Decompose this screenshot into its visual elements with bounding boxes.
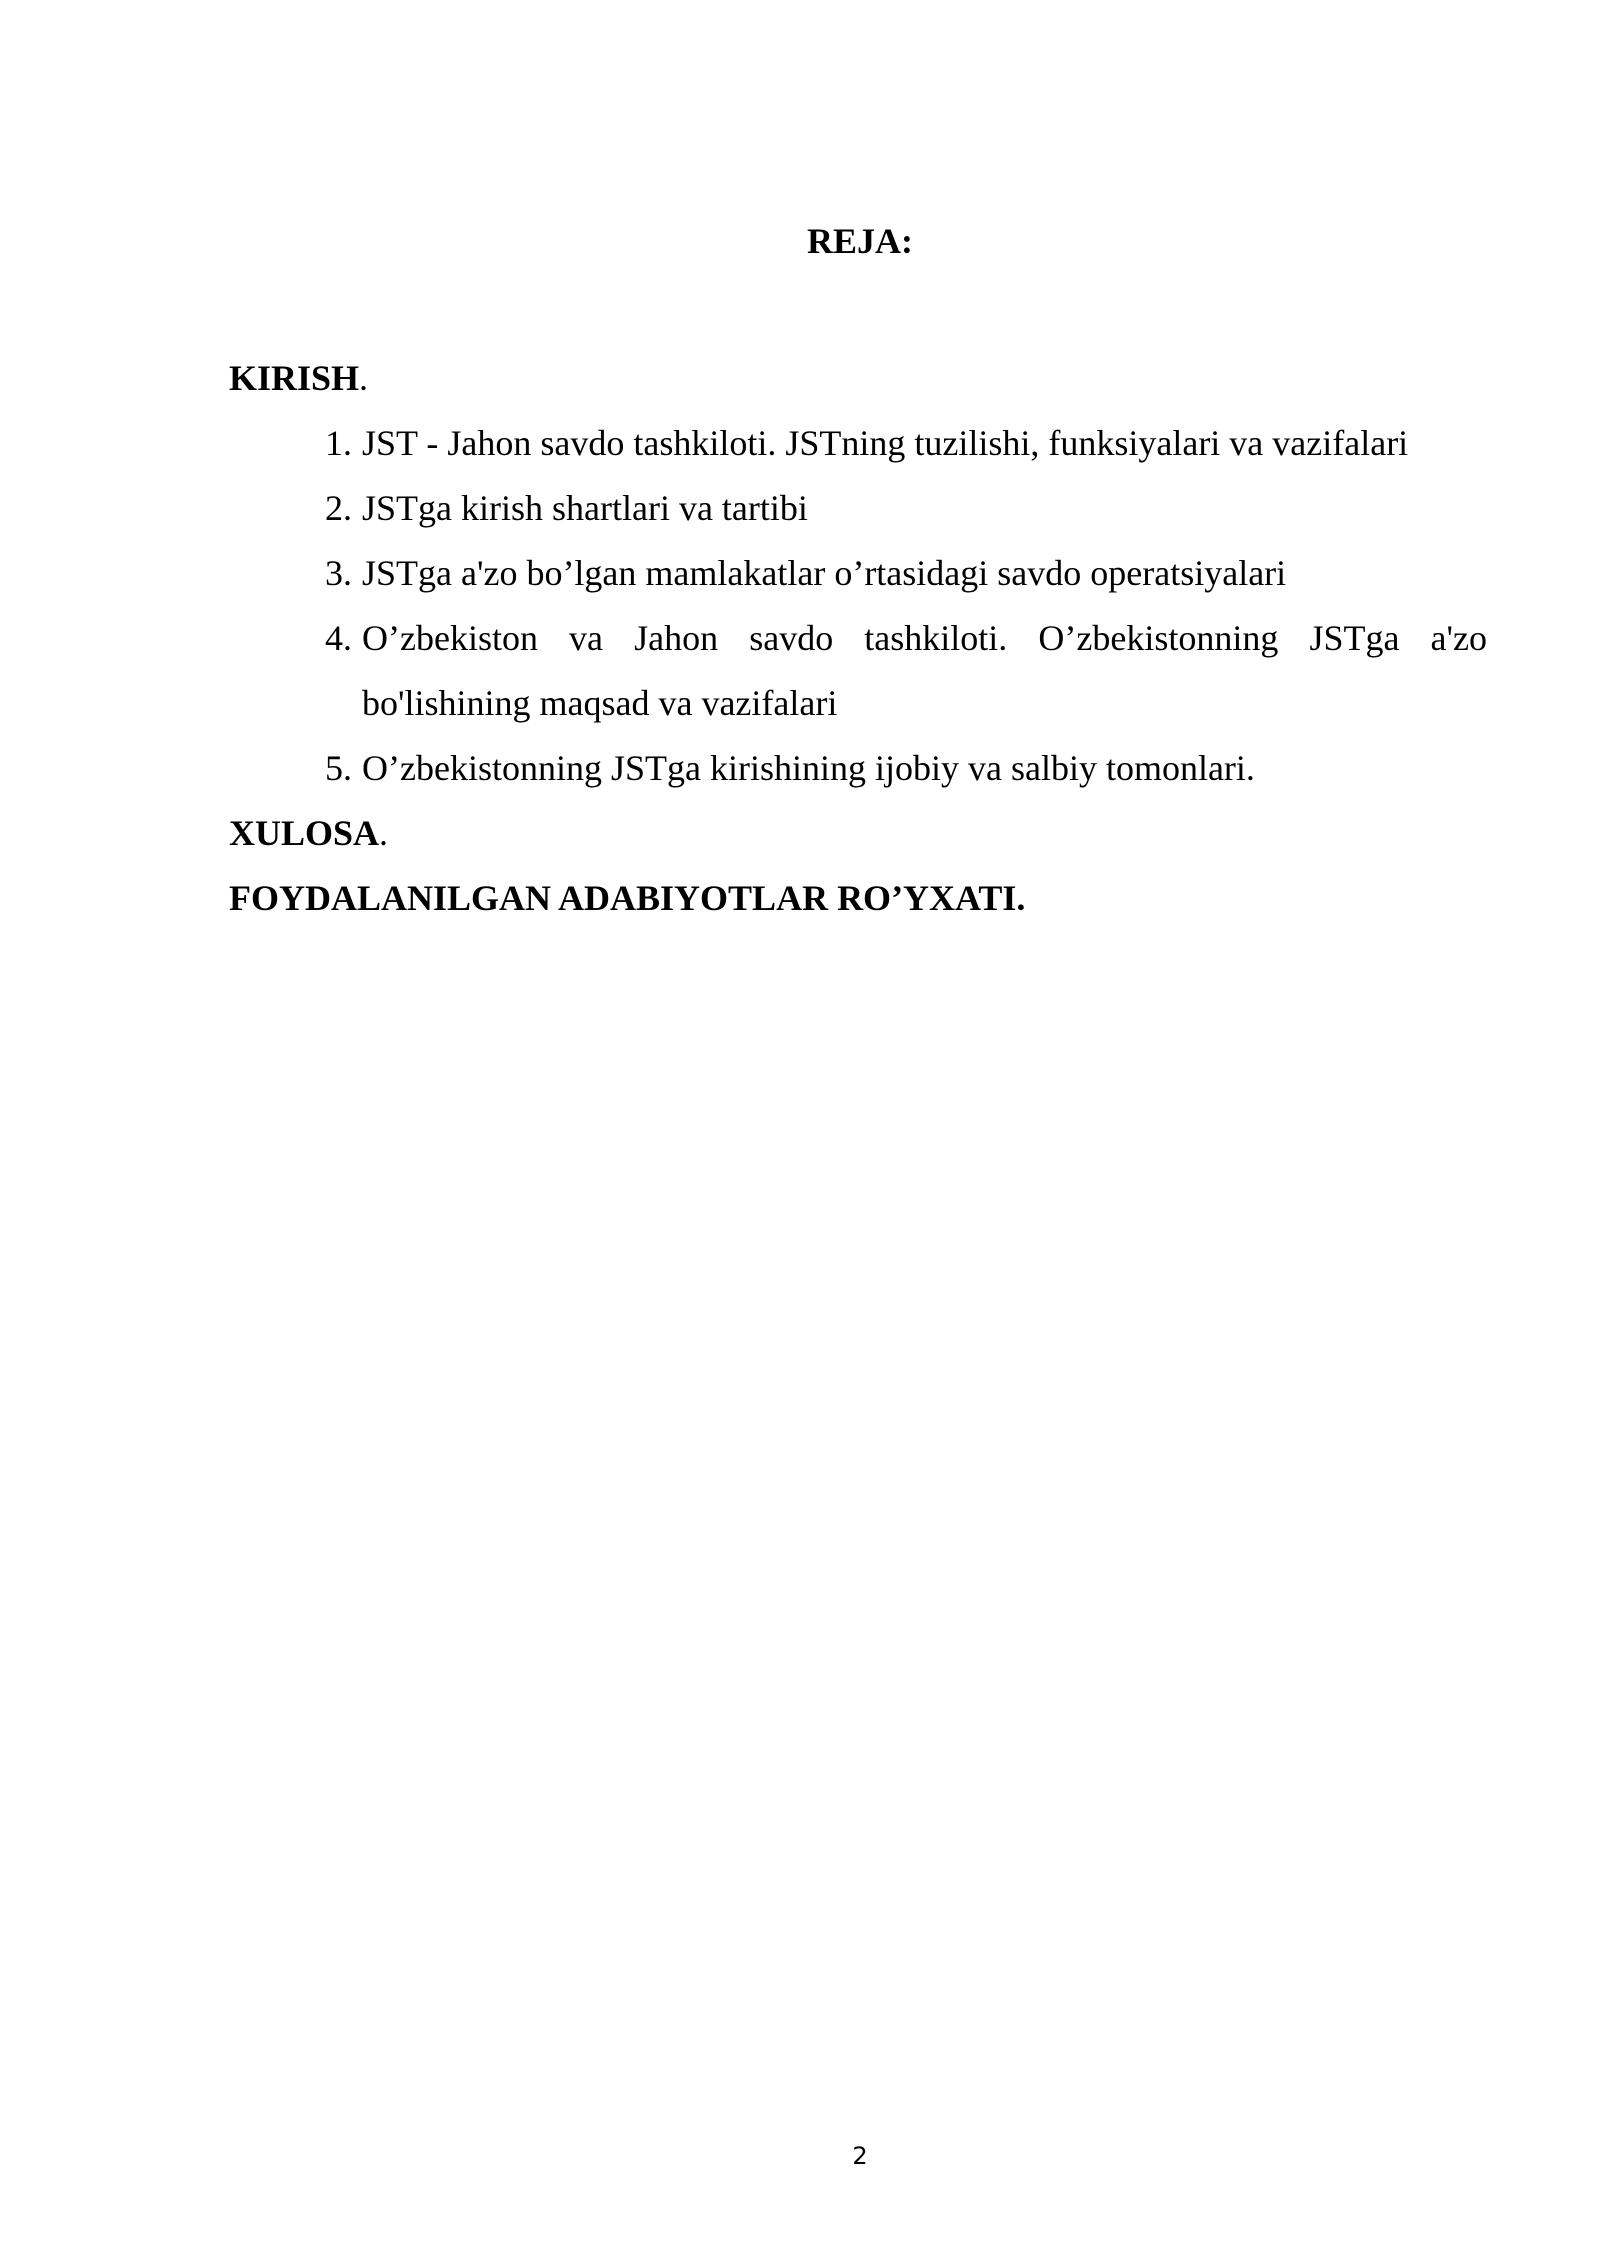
toc-item-5 xyxy=(229,736,1487,801)
toc-list xyxy=(229,411,1487,801)
conclusion-heading xyxy=(229,801,1487,866)
toc-item-number: 5. xyxy=(325,748,352,788)
toc-item-text: O’zbekistonning JSTga kirishining ijobiy va salbiy tomonlari. xyxy=(362,748,1255,788)
toc-item-text-line1: O’zbekiston va Jahon savdo tashkiloti. O’zbekistonning JSTga a'zo xyxy=(362,618,1487,658)
conclusion-label: XULOSA xyxy=(229,813,380,853)
page-title: REJA: xyxy=(807,221,913,261)
references-heading xyxy=(229,866,1487,931)
toc-item-text: JSTga kirish shartlari va tartibi xyxy=(362,488,808,528)
toc-item-number: 1. xyxy=(325,423,352,463)
toc-item-number: 3. xyxy=(325,553,352,593)
page-number: 2 xyxy=(852,2142,868,2170)
references-label: FOYDALANILGAN ADABIYOTLAR RO’YXATI. xyxy=(229,878,1026,918)
conclusion-punct: . xyxy=(379,813,389,853)
toc-item-2 xyxy=(229,476,1487,541)
toc-item-text: JST - Jahon savdo tashkiloti. JSTning tuzilishi, funksiyalari va vazifalari xyxy=(362,423,1409,463)
toc-item-number: 4. xyxy=(325,618,352,658)
toc-item-4 xyxy=(229,606,1487,736)
toc-item-1 xyxy=(229,411,1487,476)
toc-item-text-line2: bo'lishining maqsad va vazifalari xyxy=(362,683,838,723)
toc-item-3 xyxy=(229,541,1487,606)
intro-label: KIRISH xyxy=(229,358,360,398)
toc-item-text: JSTga a'zo bo’lgan mamlakatlar o’rtasidagi savdo operatsiyalari xyxy=(362,553,1287,593)
intro-punct: . xyxy=(359,358,369,398)
intro-heading xyxy=(229,346,1487,411)
toc-item-number: 2. xyxy=(325,488,352,528)
table-of-contents xyxy=(229,346,1487,931)
